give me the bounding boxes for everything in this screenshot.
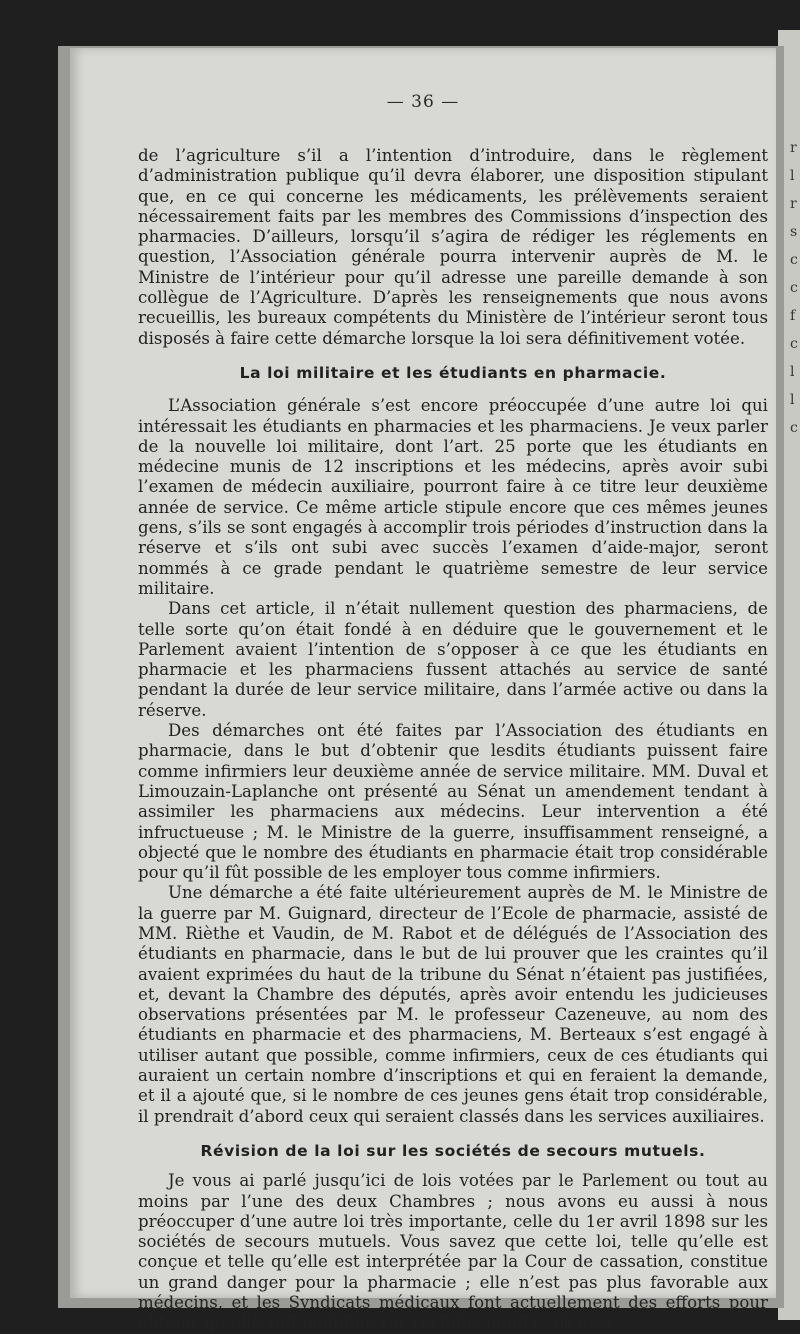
paragraph: Des démarches ont été faites par l’Association des étudiants en pharmacie, dans le but d’obtenir que lesdits étudiants puissent faire comme infirmiers leur deuxième année de service militaire. MM. Duval et Limouzain-Laplanche ont présenté au Sénat un amendement tendant à assimiler les pharmaciens aux médecins. Leur intervention a été infructueuse ; M. le Ministre de la guerre, insuffisamment renseigné, a objecté que le nombre des étudiants en pharmacie était trop considérable pour qu’il fût possible de les employer tous comme infirmiers. xyxy=(138,721,768,883)
page-body xyxy=(138,146,768,1334)
paragraph: Une démarche a été faite ultérieurement auprès de M. le Ministre de la guerre par M. Guignard, directeur de l’Ecole de pharmacie, assisté de MM. Rièthe et Vaudin, de M. Rabot et de délégués de l’Association des étudiants en pharmacie, dans le but de lui prouver que les craintes qu’il avaient exprimées du haut de la tribune du Sénat n’étaient pas justifiées, et, devant la Chambre des députés, après avoir entendu les judicieuses observations présentées par M. le professeur Cazeneuve, au nom des étudiants en pharmacie et des pharmaciens, M. Berteaux s’est engagé à utiliser autant que possible, comme infirmiers, ceux de ces étudiants qui auraient un certain nombre d’inscriptions et qui en feraient la demande, et il a ajouté que, si le nombre de ces jeunes gens était trop considérable, il prendrait d’abord ceux qui seraient classés dans les services auxiliaires. xyxy=(138,883,768,1126)
paragraph: Je vous ai parlé jusqu’ici de lois votées par le Parlement ou tout au moins par l’une des deux Chambres ; nous avons eu aussi à nous préoccuper d’une autre loi très importante, celle du 1er avril 1898 sur les sociétés de secours mutuels. Vous savez que cette loi, telle qu’elle est conçue et telle qu’elle est interprétée par la Cour de cassation, constitue un grand danger pour la pharmacie ; elle n’est pas plus favorable aux médecins, et les Syndicats médicaux font actuellement des efforts pour obtenir qu’elle soit modifiée sur certains points ; ils dési- xyxy=(138,1171,768,1333)
facing-letter: r xyxy=(790,140,797,156)
section-heading-military-law: La loi militaire et les étudiants en pharmacie. xyxy=(239,363,667,382)
facing-letter: l xyxy=(790,364,795,380)
facing-letter: l xyxy=(790,168,795,184)
page-number: — 36 — xyxy=(386,92,460,112)
facing-letter: c xyxy=(790,280,798,296)
facing-letter: s xyxy=(790,224,798,240)
facing-letter: c xyxy=(790,252,798,268)
facing-letter: c xyxy=(790,336,798,352)
paragraph: L’Association générale s’est encore préoccupée d’une autre loi qui intéressait les étudiants en pharmacies et les pharmaciens. Je veux parler de la nouvelle loi militaire, dont l’art. 25 porte que les étudiants en médecine munis de 12 inscriptions et les médecins, après avoir subi l’examen de médecin auxiliaire, pourront faire à ce titre leur deuxième année de service. Ce même article stipule encore que ces mêmes jeunes gens, s’ils se sont engagés à accomplir trois périodes d’instruction dans la réserve et s’ils ont subi avec succès l’examen d’aide-major, seront nommés à ce grade pendant le quatrième semestre de leur service militaire. xyxy=(138,396,768,598)
paragraph: Dans cet article, il n’était nullement question des pharmaciens, de telle sorte qu’on était fondé à en déduire que le gouvernement et le Parlement avaient l’intention de s’opposer à ce que les étudiants en pharmacie et les pharmaciens fussent attachés au service de santé pendant la durée de leur service militaire, dans l’armée active ou dans la réserve. xyxy=(138,599,768,720)
section-heading-mutual-aid-law: Révision de la loi sur les sociétés de secours mutuels. xyxy=(200,1141,706,1160)
facing-page-letters xyxy=(790,140,800,448)
paragraph: de l’agriculture s’il a l’intention d’introduire, dans le règlement d’administration publique qu’il devra élaborer, une disposition stipulant que, en ce qui concerne les médicaments, les prélèvements seraient nécessairement faits par les membres des Commissions d’inspection des pharmacies. D’ailleurs, lorsqu’il s’agira de rédiger les réglements en question, l’Association générale pourra intervenir auprès de M. le Ministre de l’intérieur pour qu’il adresse une pareille demande à son collègue de l’Agriculture. D’après les renseignements que nous avons recueillis, les bureaux compétents du Ministère de l’intérieur seront tous disposés à faire cette démarche lorsque la loi sera définitivement votée. xyxy=(138,146,768,348)
facing-letter: r xyxy=(790,196,797,212)
facing-letter: f xyxy=(790,308,796,324)
facing-letter: l xyxy=(790,392,795,408)
facing-letter: c xyxy=(790,420,798,436)
document-page xyxy=(70,48,776,1333)
